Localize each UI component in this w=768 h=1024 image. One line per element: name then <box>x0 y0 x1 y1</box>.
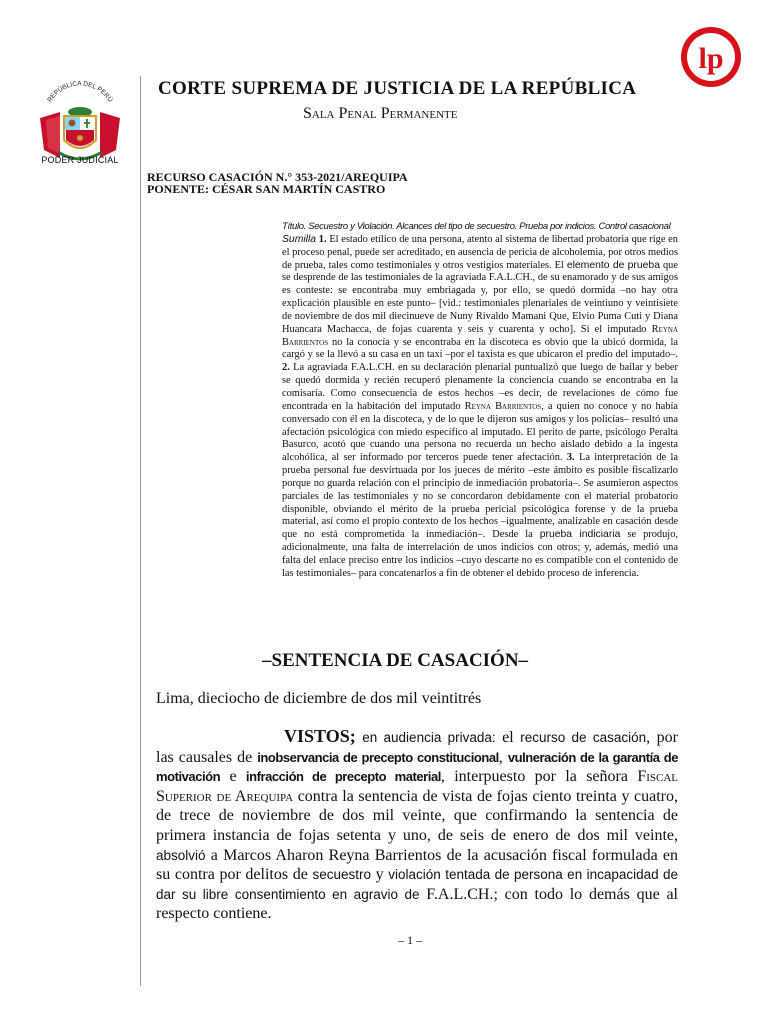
date-line: Lima, dieciocho de diciembre de dos mil veintitrés <box>156 690 482 707</box>
point-2-number: 2. <box>282 362 290 374</box>
body-text-10: a Marcos Aharon Reyna Barrientos de la acusación fiscal formulada en su contra por delitos de <box>156 846 679 884</box>
point-1-text-b: que se desprende de las testimoniales de la agraviada F.A.L.CH., de su enamorado y de sus amigos es conteste: se encontraba muy embriagada y, por ello, se quedó dormida –no hay otra explicación plausible en este punto– [vid.: testimoniales plenariales de veintiuno y veintisiete de noviembre de dos mil diecinueve de Nuny Rivaldo Mamani Que, Elvio Puma Cuti y Diana Huancara Machacca, de fojas cuarenta y seis y cuarenta y ocho]. Si el imputado <box>282 259 678 335</box>
margin-rule <box>140 76 141 986</box>
sentence-heading: –SENTENCIA DE CASACIÓN– <box>262 650 529 671</box>
sumilla-label: Sumilla <box>282 233 317 245</box>
body-text-6: e <box>229 768 237 786</box>
cause-3: infracción de precepto material <box>245 769 441 785</box>
body-text-2: el <box>502 729 514 746</box>
point-3-text-a: La interpretación de la prueba personal fue desvirtuada por los jueces de mérito –este ámbito es posible fiscalizarlo porque no guarda relación con el principio de inmediación probatoria–. Se asumieron aspectos parciales de las testimoniales y no se concordaron debidamente con el material probatorio disponible, obviando el mérito de la prueba pericial psicológica forense y de la prueba material, así como el propio contexto de los hechos –igualmente, analizable en casación desde que no está comprometida la inmediación–. Desde la <box>282 452 678 541</box>
defendant-name-2: Reyna Barrientos <box>464 400 542 412</box>
body-text-12: y <box>375 866 384 884</box>
body-text-7: , interpuesto por la señora <box>440 768 628 786</box>
vistos-label: VISTOS; <box>284 726 356 746</box>
page-number: – 1 – <box>398 933 422 947</box>
body-text-8: contra la sentencia de vista de fojas ciento treinta y cuatro, de trece de noviembre de dos mil veinte, que confirmando la sentencia de primera instancia de fojas setenta y uno, de seis de enero de dos mil veinte, <box>156 787 678 844</box>
defendant-name-1: Reyna Barrientos <box>282 323 678 348</box>
case-ponente: PONENTE: CÉSAR SAN MARTÍN CASTRO <box>147 182 386 196</box>
body-text-14: F.A.L.CH.; con todo lo demás que al respecto contiene. <box>156 885 678 923</box>
summary-text <box>282 234 678 581</box>
body-text-3: recurso de casación <box>520 730 647 745</box>
crime-2: violación tentada de persona en incapacidad de dar su libre consentimiento en agravio de <box>156 867 679 902</box>
point-1-text-a: El estado etílico de una persona, atento al sistema de libertad probatoria que rige en el proceso penal, puede ser acreditado, en ausencia de pericia de alcoholemia, por otros medios de prueba, tales como testimoniales y otros vestigios materiales. El <box>282 233 678 271</box>
vistos-paragraph <box>156 727 678 924</box>
point-3-term: prueba indiciaria <box>539 529 621 541</box>
body-text-5: , <box>498 748 503 766</box>
summary-title: Título. Secuestro y Violación. Alcances del tipo de secuestro. Prueba por indicios. Control casacional <box>282 221 671 232</box>
svg-text:REPÚBLICA DEL PERÚ <box>46 80 115 103</box>
point-3-text-b: se produjo, adicionalmente, una falta de interrelación de unos indicios con otros; y, además, medió una falta del enlace preciso entre los indicios –cuyo descarte no es compatible con el contenido de las testimoniales– para concatenarlos a fin de obtener el debido proceso de inferencia. <box>282 529 678 579</box>
seal-arc-text: REPÚBLICA DEL PERÚ <box>46 80 114 104</box>
cause-1: inobservancia de precepto constitucional <box>257 749 499 765</box>
body-text-1: en audiencia privada: <box>362 730 496 745</box>
summary-block <box>282 221 678 581</box>
point-1-term: elemento de prueba <box>566 259 660 271</box>
point-2-text-b: , a quien no conoce y no había conversado con él en la discoteca, y de lo que le dijeron sus amigos y los policías– resultó una afectación psicológica con miedo específico al imputado. El perito de parte, psicólogo Peralta Basurco, acotó que cuando una persona no recuerda un hecho aislado debido a la ingesta alcohólica, al ser informado por terceros puede tener afectación. <box>282 400 678 464</box>
body-text-9: absolvió <box>156 847 206 863</box>
chamber-title: Sala Penal Permanente <box>303 105 458 122</box>
lp-logo-text: lp <box>698 42 724 75</box>
fiscal-name: Fiscal Superior de Arequipa <box>156 768 679 805</box>
case-number: RECURSO CASACIÓN N.° 353-2021/AREQUIPA <box>147 170 408 184</box>
point-2-text-a: La agraviada F.A.L.CH. en su declaración plenarial puntualizó que luego de bailar y beber se quedó dormida y recién recuperó plenamente la conciencia cuando se encontraba en la comisaría. Como consecuencia de estos hechos –es decir, de revelaciones de cómo fue encontrada en la habitación del imputado <box>282 362 678 412</box>
seal-caption: PODER JUDICIAL <box>41 155 119 165</box>
court-title: CORTE SUPREMA DE JUSTICIA DE LA REPÚBLICA <box>158 78 637 99</box>
point-3-number: 3. <box>566 452 575 464</box>
crime-1: secuestro <box>312 867 371 883</box>
point-1-number: 1. <box>318 233 327 245</box>
lp-logo-icon <box>675 24 747 90</box>
cause-2: vulneración de la garantía de motivación <box>156 749 679 785</box>
point-1-text-c: no la conocía y se encontraba en la discoteca es obvio que la ubicó dormida, la cargó y se la llevó a su casa en un taxi –por el taxista es que ubicaron el predio del imputado–. <box>282 336 678 361</box>
body-text-4: , por las causales de <box>156 729 678 766</box>
